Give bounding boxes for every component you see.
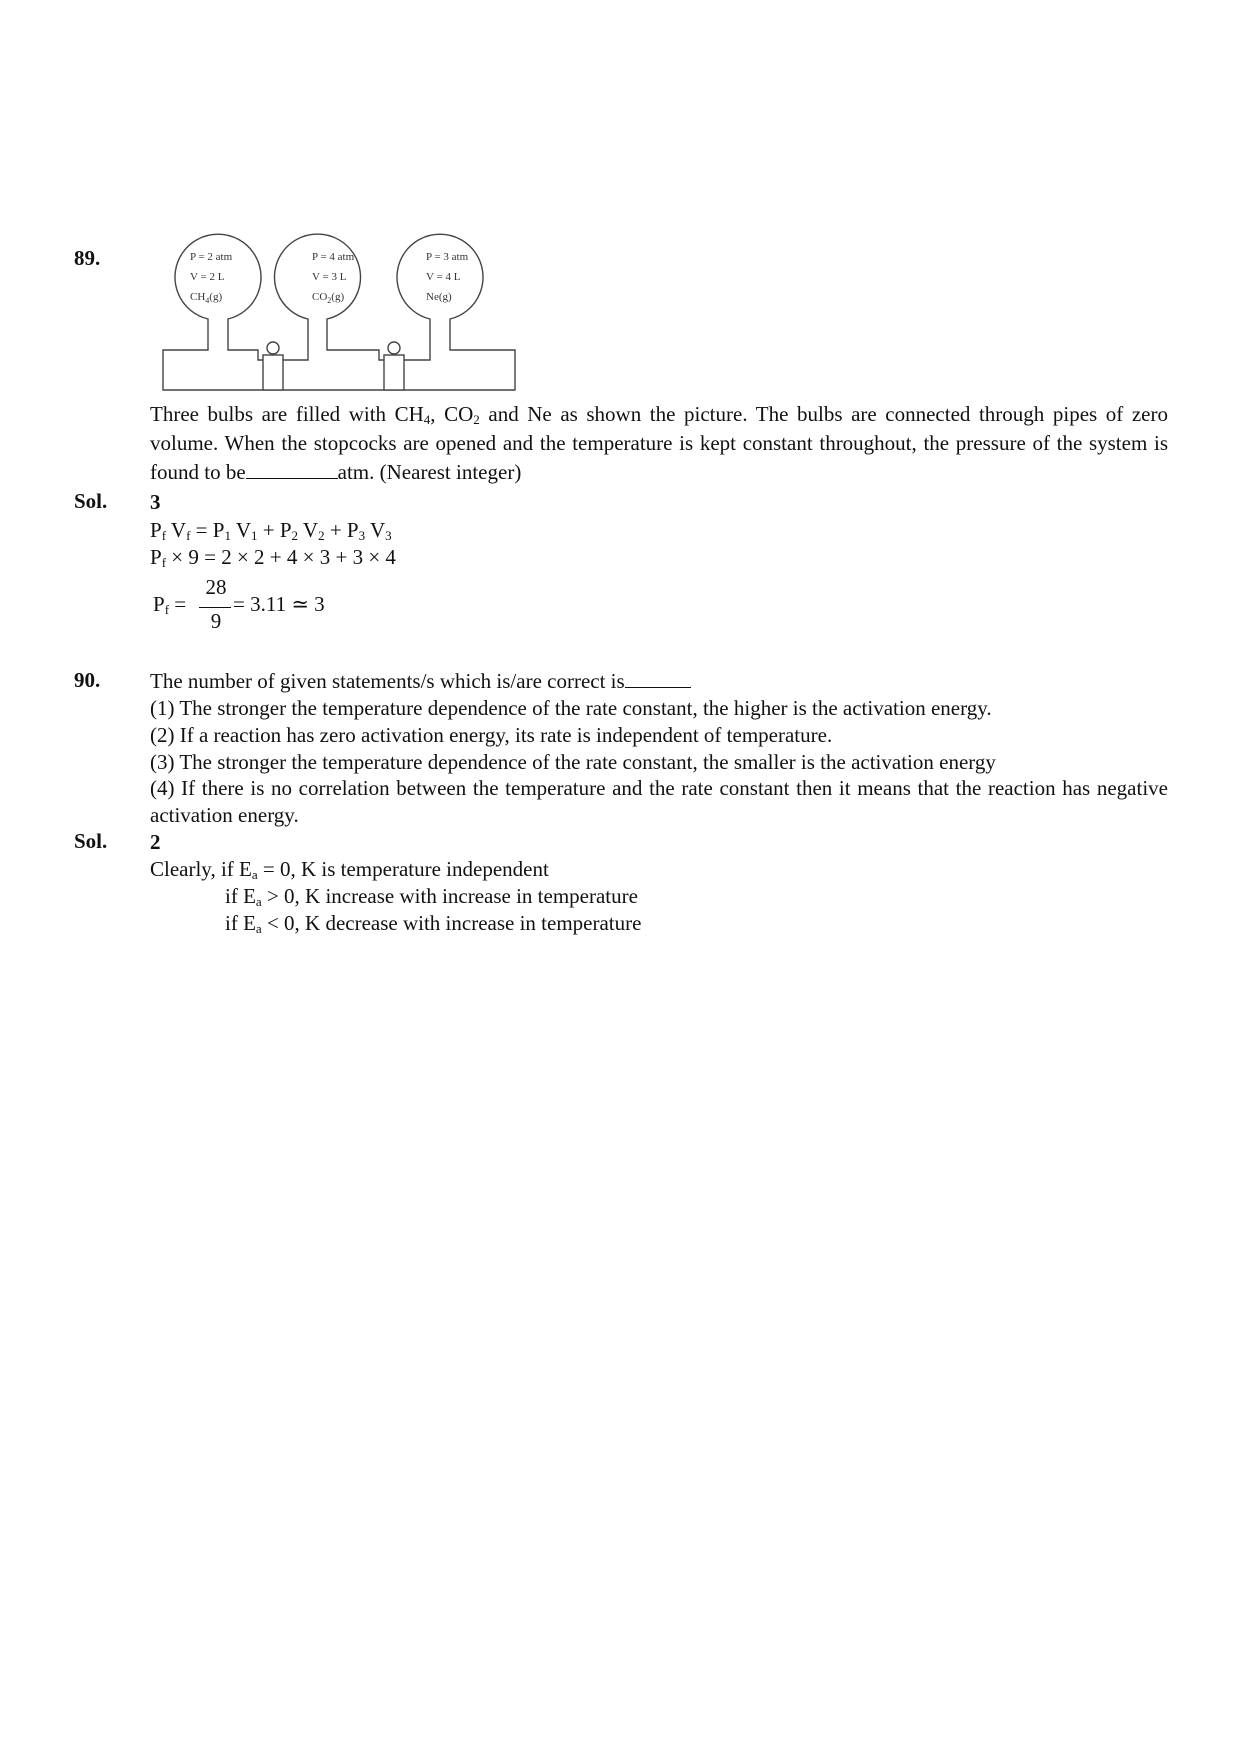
bulb-1-volume: V = 2 L [190,271,225,283]
question-90-text: The number of given statements/s which is/are correct is [150,668,691,695]
question-number-90: 90. [74,668,101,692]
fraction-numerator: 28 [205,575,227,599]
equation-1: $P_f$ $V_f = P_1$ $V_1 + P_2$ $V_2 + P_3$ $V_3$ [150,518,392,543]
bulb-1-gas: $CH_4(g)$ [190,291,223,305]
question-89-text: Three bulbs are filled with $CH_4$, $CO_2$ and Ne as shown the picture. The bulbs are connected through pipes of zero volume. When the stopcocks are opened and the temperature is kept constant throughout, the pressure of the system is found to be atm. (Nearest integer) [150,402,1168,484]
solution-label-89: Sol. [74,489,108,513]
fraction-denominator: 9 [210,609,222,633]
statement-4: (4) If there is no correlation between the temperature and the rate constant then it means that the reaction has negative activation energy. [150,776,1168,827]
solution-line-1: Clearly, if $E_a = 0$, K is temperature independent [150,857,549,882]
fraction-bar [199,607,231,608]
fraction-result: = 3.11 ≃ 3 [233,592,325,616]
question-number-89: 89. [74,246,101,270]
equation-2: $P_f \times 9 = 2 \times 2 + 4 \times 3 + 3 \times 4$ [150,545,396,570]
bulb-3-pressure: P = 3 atm [426,251,469,263]
stopcock-2 [384,355,404,390]
stopcock-1 [263,355,283,390]
stopcock-1-knob [267,342,279,354]
statement-3: (3) The stronger the temperature dependence of the rate constant, the smaller is the activation energy [150,750,996,774]
bulb-1-pressure: P = 2 atm [190,251,233,263]
gas-bulbs-diagram [160,228,517,398]
answer-blank-90 [625,669,691,688]
answer-89: 3 [150,490,161,514]
statement-2: (2) If a reaction has zero activation energy, its rate is independent of temperature. [150,723,833,747]
stopcock-2-knob [388,342,400,354]
statement-1: (1) The stronger the temperature dependence of the rate constant, the higher is the activation energy. [150,696,992,720]
bulb-2-pressure: P = 4 atm [312,251,355,263]
solution-line-2: if $E_a > 0$, K increase with increase in temperature [225,884,638,909]
solution-line-3: if $E_a < 0$, K decrease with increase in temperature [225,911,642,936]
answer-blank [246,460,338,479]
bulb-3-gas: Ne(g) [426,291,452,303]
answer-90: 2 [150,830,161,854]
bulb-2-volume: V = 3 L [312,271,347,283]
solution-label-90: Sol. [74,829,108,853]
bulb-3-volume: V = 4 L [426,271,461,283]
bulb-2-gas: $CO_2(g)$ [312,291,345,305]
